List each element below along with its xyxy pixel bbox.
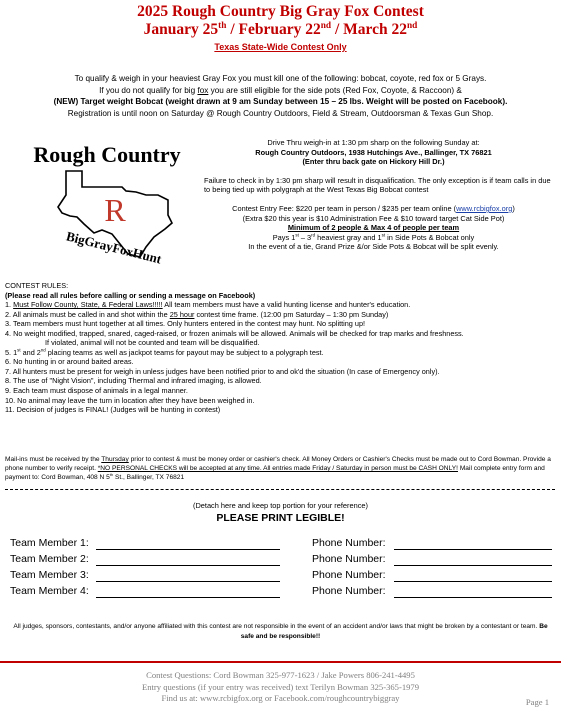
- footer-contest-questions: Contest Questions: Cord Bowman 325-977-1623 / Jake Powers 806-241-4495: [146, 670, 415, 680]
- footer-find-us[interactable]: Find us at: www.rcbigfox.org or Facebook.com/roughcountrybiggray: [161, 693, 400, 703]
- logo-bottom-text: BigGrayFoxHunt: [64, 228, 164, 267]
- rough-country-logo: [22, 137, 192, 267]
- qualify-line-2: If you do not qualify for big fox you are still eligible for the side pots (Red Fox, Coyote, & Raccoon) &: [99, 85, 462, 95]
- rule-9: 9. Each team must dispose of animals in a legal manner.: [5, 386, 188, 396]
- rule-6: 6. No hunting in or around baited areas.: [5, 357, 134, 367]
- website-link[interactable]: www.rcbigfox.org: [456, 203, 513, 213]
- liability-disclaimer: All judges, sponsors, contestants, and/or anyone affiliated with this contest are not responsible in the event of an accident and/or laws that might be broken by a contestant or team. Be safe and be responsible!!: [13, 623, 548, 640]
- rule-10: 10. No animal may leave the turn in location after they have been weighed in.: [5, 395, 255, 405]
- footer-entry-questions: Entry questions (if your entry was received) text Terilyn Bowman 325-365-1979: [141, 681, 420, 692]
- footer-divider: [0, 661, 561, 663]
- rules-heading: CONTEST RULES:: [5, 281, 69, 290]
- phone-number-2-field[interactable]: Phone Number:: [312, 553, 552, 567]
- contest-title: 2025 Rough Country Big Gray Fox Contest: [137, 3, 424, 20]
- qualify-line-1: To qualify & weigh in your heaviest Gray Fox you must kill one of the following: bobcat, coyote, red fox or 5 Grays.: [74, 74, 487, 83]
- weigh-in-address: Rough Country Outdoors, 1938 Hutchings Ave., Ballinger, TX 76821: [255, 147, 492, 157]
- contest-dates: January 25th / February 22nd / March 22nd: [143, 20, 418, 38]
- qualify-line-4: Registration is until noon on Saturday @ Rough Country Outdoors, Field & Stream, Outdoorsman & Texas Gun Shop.: [67, 108, 494, 118]
- rule-8: 8. The use of "Night Vision", including Thermal and infrared imaging, is allowed.: [5, 376, 262, 386]
- payout-info: Pays 1st – 3rd heaviest gray and 1st in Side Pots & Bobcat only: [272, 232, 475, 242]
- rule-3: 3. Team members must hunt together at all times. Only hunters entered in the contest may hunt. No splitting up!: [5, 319, 366, 329]
- detach-note: (Detach here and keep top portion for your reference): [192, 501, 368, 510]
- detach-line: [5, 489, 555, 490]
- logo-top-text: Rough Country: [33, 142, 181, 167]
- rule-4: 4. No weight modified, trapped, snared, caged-raised, or frozen animals will be allowed. Animals will be checked for trap marks and freshness.: [5, 328, 464, 338]
- phone-number-3-field[interactable]: Phone Number:: [312, 569, 552, 583]
- page-number: Page 1: [525, 697, 549, 707]
- qualify-line-3: (NEW) Target weight Bobcat (weight drawn at 9 am Sunday between 15 – 25 lbs. Weight will be posted on Facebook).: [53, 97, 508, 106]
- mail-in-instructions: Mail-ins must be received by the Thursday prior to contest & must be money order or cashier's check. All Money Orders or Cashier's Checks must be made out to Cord Bowman. Provide a phone number to verify receipt. *NO PERSONAL CHECKS will be accepted at any time. All entries made Friday / Saturday in person must be CASH ONLY! Mail complete entry form and payment to: Cord Bowman, 408 N 5th St., Ballinger, TX 76821: [5, 456, 551, 482]
- team-member-1-field[interactable]: Team Member 1:: [10, 537, 290, 551]
- team-size-rule: Minimum of 2 people & Max 4 of people per team: [287, 223, 460, 233]
- team-member-3-field[interactable]: Team Member 3:: [10, 569, 290, 583]
- qualification-text: [10, 73, 551, 119]
- entry-fee: Contest Entry Fee: $220 per team in person / $235 per team online (www.rcbigfox.org): [232, 203, 515, 213]
- rule-5: 5. 1st and 2nd placing teams as well as jackpot teams for payout may be subject to a polygraph test.: [5, 347, 324, 357]
- rule-2: 2. All animals must be called in and shot within the 25 hour contest time frame. (12:00 pm Saturday – 1:30 pm Sunday): [5, 309, 389, 319]
- rules-subheading: (Please read all rules before calling or sending a message on Facebook): [5, 290, 256, 300]
- check-in-warning: Failure to check in by 1:30 pm sharp will result in disqualification. The only exception is if team calls in due to being tied up with polygraph at the West Texas Big Bobcat contest: [204, 175, 551, 195]
- rule-1: 1. Must Follow County, State, & Federal Laws!!!!! All team members must have a valid hunting license and hunter's education.: [5, 300, 411, 310]
- contest-subtitle: Texas State-Wide Contest Only: [214, 42, 347, 52]
- weigh-in-time: Drive Thru weigh-in at 1:30 pm sharp on the following Sunday at:: [267, 138, 480, 147]
- tie-rule: In the event of a tie, Grand Prize &/or Side Pots & Bobcat will be split evenly.: [248, 242, 499, 252]
- phone-number-4-field[interactable]: Phone Number:: [312, 585, 552, 599]
- team-member-4-field[interactable]: Team Member 4:: [10, 585, 290, 599]
- rule-4-continued: If violated, animal will not be counted and team will be disqualified.: [45, 338, 260, 348]
- logo-letter: R: [104, 192, 126, 228]
- rule-7: 7. All hunters must be present for weigh in unless judges have been notified prior to and ok'd the situation (In case of Emergency only).: [5, 366, 440, 376]
- rule-11: 11. Decision of judges is FINAL! (Judges will be hunting in contest): [5, 405, 221, 415]
- weigh-in-info: [196, 138, 551, 252]
- contest-rules: [5, 281, 555, 415]
- title-block: [0, 3, 561, 54]
- team-member-2-field[interactable]: Team Member 2:: [10, 553, 290, 567]
- weigh-in-gate: (Enter thru back gate on Hickory Hill Dr.): [302, 157, 445, 167]
- print-legible-heading: PLEASE PRINT LEGIBLE!: [216, 512, 345, 524]
- extra-fee-note: (Extra $20 this year is $10 Administration Fee & $10 toward target Cat Side Pot): [242, 213, 505, 223]
- footer-contacts: [0, 670, 561, 705]
- phone-number-1-field[interactable]: Phone Number:: [312, 537, 552, 551]
